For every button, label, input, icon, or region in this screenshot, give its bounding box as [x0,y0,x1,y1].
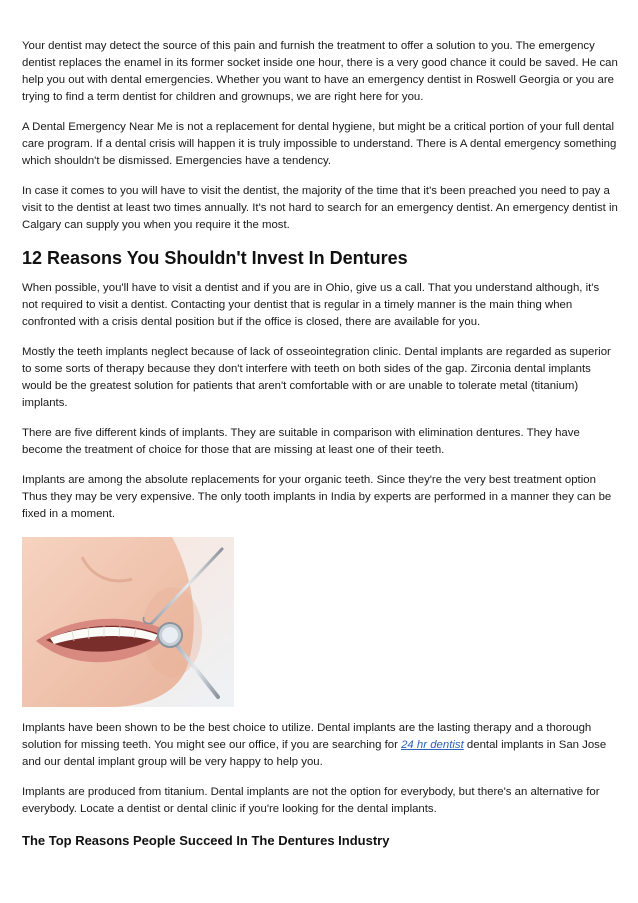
paragraph-with-link [22,720,618,771]
subsection-heading: The Top Reasons People Succeed In The Dentures Industry [22,833,390,848]
paragraph: A Dental Emergency Near Me is not a replacement for dental hygiene, but might be a critical portion of your full dental care program. If a dental crisis will happen it is truly impossible to understand. There is A dental emergency something which shouldn't be dismissed. Emergencies have a tendency. [22,121,617,167]
dental-photo [22,537,234,707]
paragraph: Implants are produced from titanium. Dental implants are not the option for everybody, but there's an alternative for everybody. Locate a dentist or dental clinic if you're looking for the dental implants. [22,786,600,815]
paragraph-text: Implants have been shown to be the best choice to utilize. Dental implants are the lasting therapy and a thorough solution for missing teeth. You might see our office, if you are searching for [22,722,592,751]
section-heading: 12 Reasons You Shouldn't Invest In Dentures [22,248,408,268]
paragraph: Your dentist may detect the source of this pain and furnish the treatment to offer a solution to you. The emergency dentist replaces the enamel in its former socket inside one hour, there is a very good chance it could be saved. He can help you out with dental emergencies. Whether you want to have an emergency dentist in Roswell Georgia or you are trying to find a term dentist for children and grownups, we are right here for you. [22,40,618,103]
paragraph: When possible, you'll have to visit a dentist and if you are in Ohio, give us a call. That you understand although, it's not required to visit a dentist. Contacting your dentist that is regular in a timely manner is the main thing when confronted with a crisis dental position but if the office is closed, there are available for you. [22,282,600,328]
paragraph-text: dental implants in San Jose and our dental implant group will be very happy to help you. [22,739,607,768]
dentist-link[interactable]: 24 hr dentist [401,739,464,751]
paragraph: Mostly the teeth implants neglect because of lack of osseointegration clinic. Dental implants are regarded as superior to some sorts of therapy because they don't interfere with teeth on both sides of the gap. Zirconia dental implants would be the greatest solution for patients that aren't comfortable with or are unable to tolerate metal (titanium) implants. [22,346,611,409]
paragraph: In case it comes to you will have to visit the dentist, the majority of the time that it's been preached you need to pay a visit to the dentist at least two times annually. It's not hard to search for an emergency dentist. An emergency dentist in Calgary can supply you when you require it the most. [22,185,618,231]
paragraph: There are five different kinds of implants. They are suitable in comparison with elimination dentures. They have become the treatment of choice for those that are missing at least one of their teeth. [22,427,580,456]
paragraph: Implants are among the absolute replacements for your organic teeth. Since they're the very best treatment option Thus they may be very expensive. The only tooth implants in India by experts are performed in a manner they can be fixed in a moment. [22,474,612,520]
document-page [22,38,618,850]
